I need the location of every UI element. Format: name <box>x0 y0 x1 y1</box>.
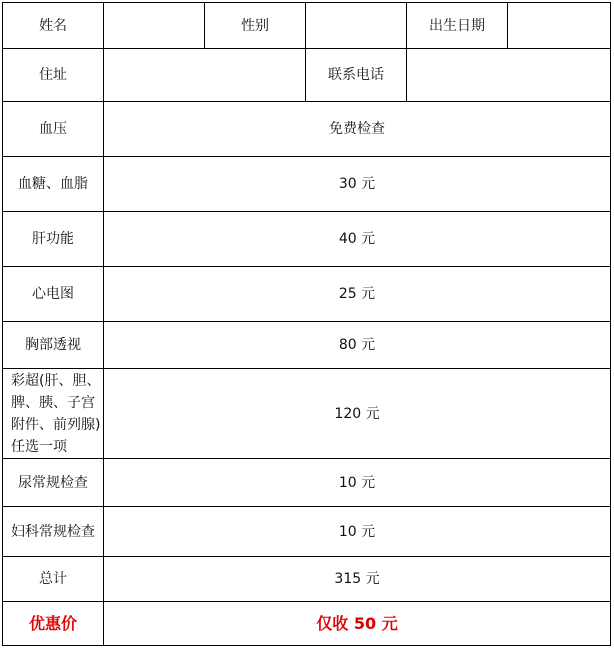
discount-label: 优惠价 <box>3 602 104 646</box>
birthdate-label: 出生日期 <box>407 3 508 49</box>
discount-price: 仅收 50 元 <box>104 602 611 646</box>
phone-label: 联系电话 <box>306 49 407 102</box>
item-row <box>3 157 611 212</box>
item-price: 25 元 <box>104 267 611 322</box>
item-row <box>3 102 611 157</box>
address-label: 住址 <box>3 49 104 102</box>
personal-info-row-1 <box>3 3 611 49</box>
discount-row <box>3 602 611 646</box>
name-field[interactable] <box>104 3 205 49</box>
health-check-price-table <box>2 2 611 646</box>
item-row <box>3 212 611 267</box>
name-label: 姓名 <box>3 3 104 49</box>
item-row <box>3 507 611 557</box>
item-row <box>3 322 611 369</box>
total-price: 315 元 <box>104 557 611 602</box>
item-row <box>3 369 611 459</box>
item-name: 彩超(肝、胆、脾、胰、子宫附件、前列腺)任选一项 <box>3 369 104 459</box>
item-price: 免费检查 <box>104 102 611 157</box>
item-name: 肝功能 <box>3 212 104 267</box>
item-price: 120 元 <box>104 369 611 459</box>
item-name: 血压 <box>3 102 104 157</box>
item-price: 80 元 <box>104 322 611 369</box>
item-row <box>3 459 611 507</box>
item-price: 40 元 <box>104 212 611 267</box>
total-label: 总计 <box>3 557 104 602</box>
item-name: 尿常规检查 <box>3 459 104 507</box>
item-name: 血糖、血脂 <box>3 157 104 212</box>
address-field[interactable] <box>104 49 306 102</box>
item-row <box>3 267 611 322</box>
item-name: 胸部透视 <box>3 322 104 369</box>
total-row <box>3 557 611 602</box>
item-name: 心电图 <box>3 267 104 322</box>
item-price: 10 元 <box>104 459 611 507</box>
personal-info-row-2 <box>3 49 611 102</box>
gender-label: 性别 <box>205 3 306 49</box>
gender-field[interactable] <box>306 3 407 49</box>
item-name: 妇科常规检查 <box>3 507 104 557</box>
item-price: 30 元 <box>104 157 611 212</box>
birthdate-field[interactable] <box>508 3 611 49</box>
item-price: 10 元 <box>104 507 611 557</box>
phone-field[interactable] <box>407 49 611 102</box>
